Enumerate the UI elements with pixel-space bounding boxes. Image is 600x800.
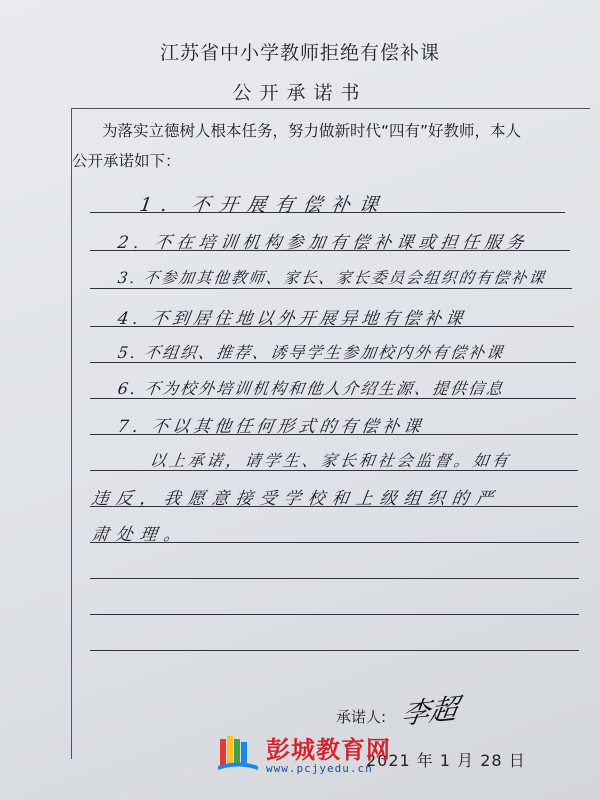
handwritten-item-3: 3. 不参加其他教师、家长、家长委员会组织的有偿补课 [116, 269, 548, 287]
handwritten-closing-1: 以上承诺，请学生、家长和社会监督。如有 [148, 451, 513, 470]
handwritten-closing-3: 肃处理。 [90, 525, 190, 545]
writing-rule [90, 614, 579, 615]
intro-line-2: 公开承诺如下： [72, 152, 181, 170]
intro-paragraph [72, 116, 582, 176]
document-subtitle: 公开承诺书 [232, 82, 368, 104]
sign-date: 2021 年 1 月 28 日 [366, 751, 526, 770]
writing-rule [90, 578, 579, 579]
writing-rule [90, 288, 572, 289]
document-title: 江苏省中小学教师拒绝有偿补课 [159, 42, 440, 64]
handwritten-item-7: 7. 不以其他任何形式的有偿补课 [116, 417, 426, 437]
handwritten-signature: 李超 [399, 691, 461, 732]
handwritten-closing-2: 违反，我愿意接受学校和上级组织的严 [90, 489, 502, 509]
site-watermark [216, 730, 391, 775]
watermark-name: 彭城教育网 [266, 736, 391, 764]
watermark-url: www.pcjyedu.cn [266, 762, 373, 775]
books-logo-icon [216, 733, 260, 773]
handwritten-item-6: 6. 不为校外培训机构和他人介绍生源、提供信息 [116, 379, 506, 398]
handwritten-item-1: 1. 不开展有偿补课 [138, 194, 389, 216]
writing-rule [90, 650, 579, 651]
intro-line-1: 为落实立德树人根本任务，努力做新时代“四有”好教师，本人 [102, 122, 522, 140]
signer-label: 承诺人: [336, 708, 387, 726]
handwritten-item-2: 2. 不在培训机构参加有偿补课或担任服务 [116, 233, 530, 253]
handwritten-item-4: 4. 不到居住地以外开展异地有偿补课 [116, 309, 468, 329]
handwritten-item-5: 5. 不组织、推荐、诱导学生参加校内外有偿补课 [116, 343, 506, 362]
